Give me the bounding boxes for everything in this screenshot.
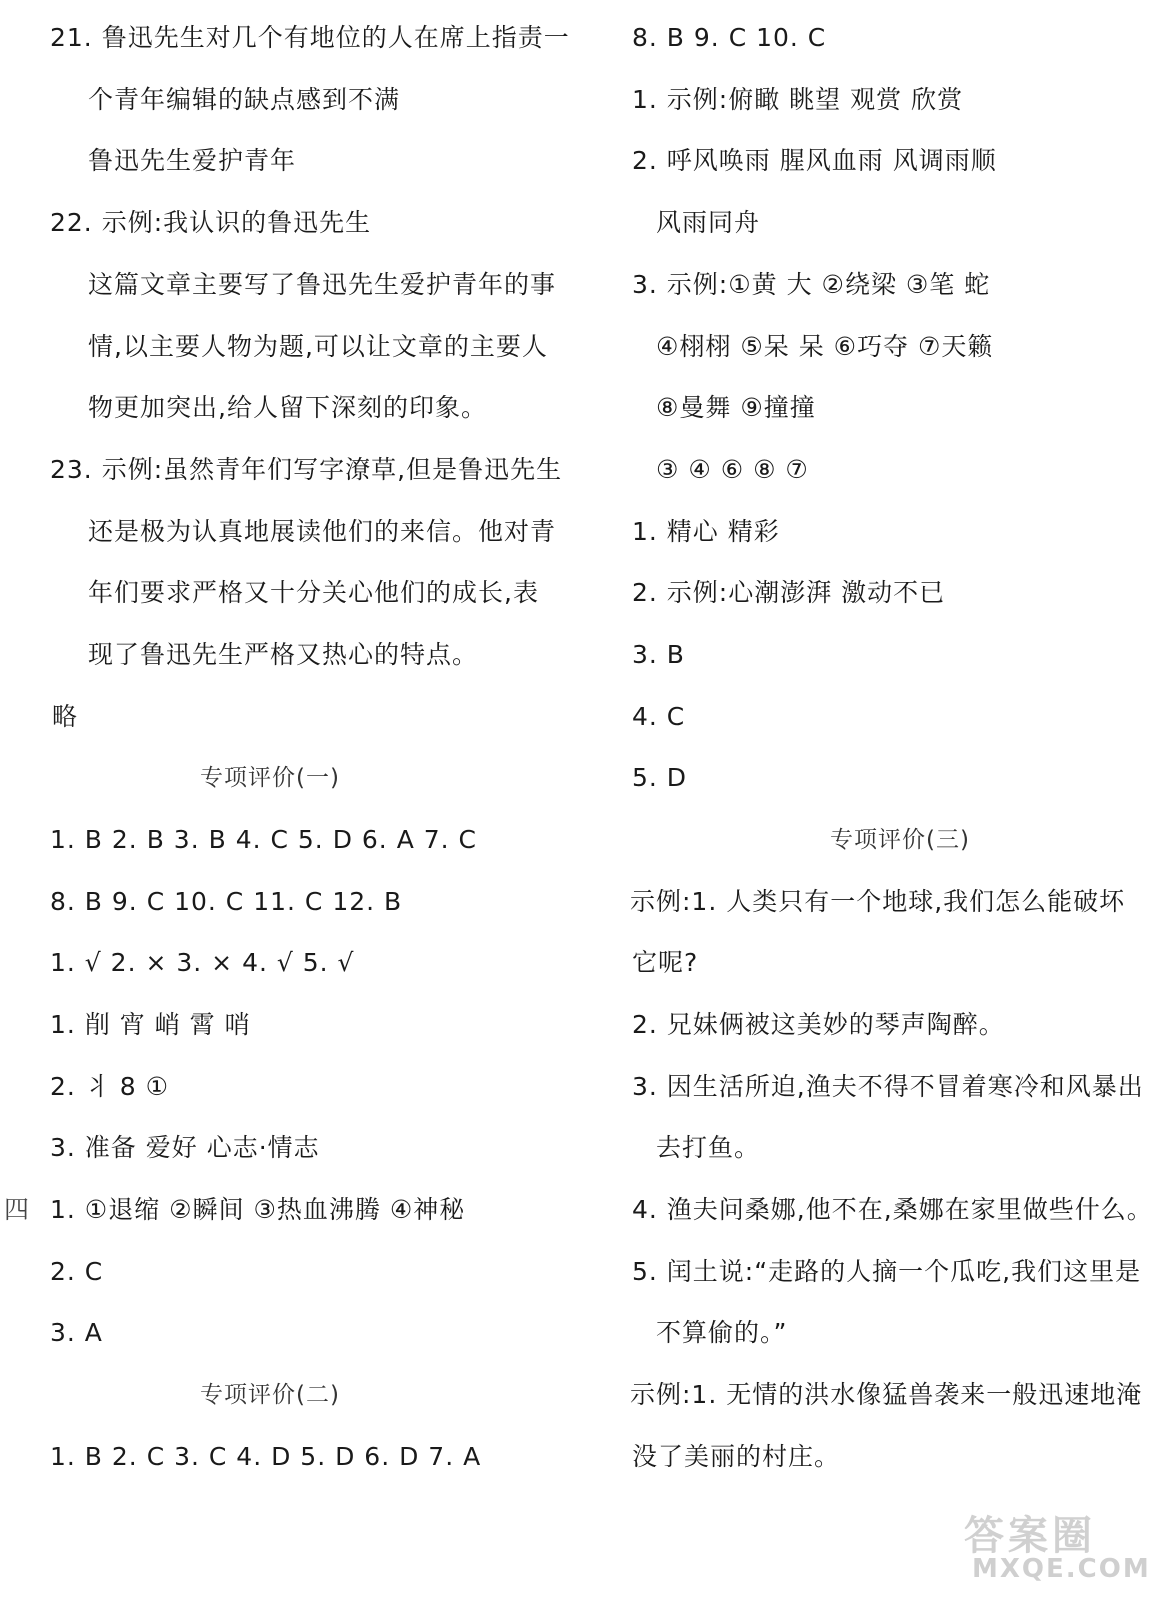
watermark-logo xyxy=(954,1504,1154,1594)
answer-21-line-1: 21. 鲁迅先生对几个有地位的人在席上指责一 xyxy=(50,23,570,52)
answer-22-line-3: 情,以主要人物为题,可以让文章的主要人 xyxy=(88,332,548,361)
section2-part3-row4: 4. C xyxy=(632,702,686,731)
section1-part4-row3: 3. A xyxy=(50,1318,103,1347)
section2-part2-row3: 风雨同舟 xyxy=(656,208,761,237)
section3-part1-row4: 3. 因生活所迫,渔夫不得不冒着寒冷和风暴出 xyxy=(632,1072,1144,1101)
section2-part3-row3: 3. B xyxy=(632,640,685,669)
answer-22-line-4: 物更加突出,给人留下深刻的印象。 xyxy=(88,393,487,422)
section-heading-2: 专项评价(二) xyxy=(200,1382,340,1408)
section1-part3-row3: 3. 准备 爱好 心志·情志 xyxy=(50,1133,320,1162)
answer-22-line-1: 22. 示例:我认识的鲁迅先生 xyxy=(50,208,372,237)
section2-part3-row2: 2. 示例:心潮澎湃 激动不已 xyxy=(632,578,946,607)
section1-part4-row1: 1. ①退缩 ②瞬间 ③热血沸腾 ④神秘 xyxy=(50,1195,466,1224)
section3-part2-row2: 没了美丽的村庄。 xyxy=(632,1442,841,1471)
section1-part4-marker: 四 xyxy=(4,1195,31,1224)
section2-part2-row7: ③ ④ ⑥ ⑧ ⑦ xyxy=(656,455,809,484)
section1-part1-row1: 1. B 2. B 3. B 4. C 5. D 6. A 7. C xyxy=(50,825,477,854)
section3-part1-row8: 不算偷的。” xyxy=(656,1318,788,1347)
section3-part1-row5: 去打鱼。 xyxy=(656,1133,761,1162)
watermark-logo-text: 答案圈 xyxy=(964,1513,1096,1559)
section1-part3-row2: 2. 丬 8 ① xyxy=(50,1072,170,1101)
section-heading-1: 专项评价(一) xyxy=(200,765,340,791)
section1-part1-row2: 8. B 9. C 10. C 11. C 12. B xyxy=(50,887,403,916)
section2-part1-row1: 1. B 2. C 3. C 4. D 5. D 6. D 7. A xyxy=(50,1442,482,1471)
section3-part1-row1: 示例:1. 人类只有一个地球,我们怎么能破坏 xyxy=(630,887,1126,916)
section2-part1-row2: 8. B 9. C 10. C xyxy=(632,23,827,52)
section1-part2-row: 1. √ 2. × 3. × 4. √ 5. √ xyxy=(50,948,355,977)
answer-23-line-4: 现了鲁迅先生严格又热心的特点。 xyxy=(88,640,479,669)
section2-part2-row1: 1. 示例:俯瞰 眺望 观赏 欣赏 xyxy=(632,85,964,114)
section3-part1-row3: 2. 兄妹俩被这美妙的琴声陶醉。 xyxy=(632,1010,1005,1039)
answer-21-line-2: 个青年编辑的缺点感到不满 xyxy=(88,85,401,114)
section3-part1-row6: 4. 渔夫问桑娜,他不在,桑娜在家里做些什么。 xyxy=(632,1195,1153,1224)
section2-part2-row2: 2. 呼风唤雨 腥风血雨 风调雨顺 xyxy=(632,146,997,175)
section2-part2-row4: 3. 示例:①黄 大 ②绕梁 ③笔 蛇 xyxy=(632,270,991,299)
answer-23-line-2: 还是极为认真地展读他们的来信。他对青 xyxy=(88,517,557,546)
section2-part2-row6: ⑧曼舞 ⑨撞撞 xyxy=(656,393,816,422)
answer-23-line-1: 23. 示例:虽然青年们写字潦草,但是鲁迅先生 xyxy=(50,455,563,484)
answer-23-line-3: 年们要求严格又十分关心他们的成长,表 xyxy=(88,578,539,607)
section2-part3-row1: 1. 精心 精彩 xyxy=(632,517,780,546)
section1-part4-row2: 2. C xyxy=(50,1257,104,1286)
section3-part1-row7: 5. 闰土说:“走路的人摘一个瓜吃,我们这里是 xyxy=(632,1257,1142,1286)
section3-part1-row2: 它呢? xyxy=(632,948,699,977)
section-heading-3: 专项评价(三) xyxy=(830,827,970,853)
section2-part2-row5: ④栩栩 ⑤呆 呆 ⑥巧夺 ⑦天籁 xyxy=(656,332,994,361)
answer-21-line-3: 鲁迅先生爱护青年 xyxy=(88,146,297,175)
answer-omitted: 略 xyxy=(52,702,79,731)
answer-22-line-2: 这篇文章主要写了鲁迅先生爱护青年的事 xyxy=(88,270,557,299)
section1-part3-row1: 1. 削 宵 峭 霄 哨 xyxy=(50,1010,251,1039)
section2-part3-row5: 5. D xyxy=(632,763,688,792)
watermark-url: MXQE.COM xyxy=(972,1554,1151,1584)
section3-part2-row1: 示例:1. 无情的洪水像猛兽袭来一般迅速地淹 xyxy=(630,1380,1143,1409)
